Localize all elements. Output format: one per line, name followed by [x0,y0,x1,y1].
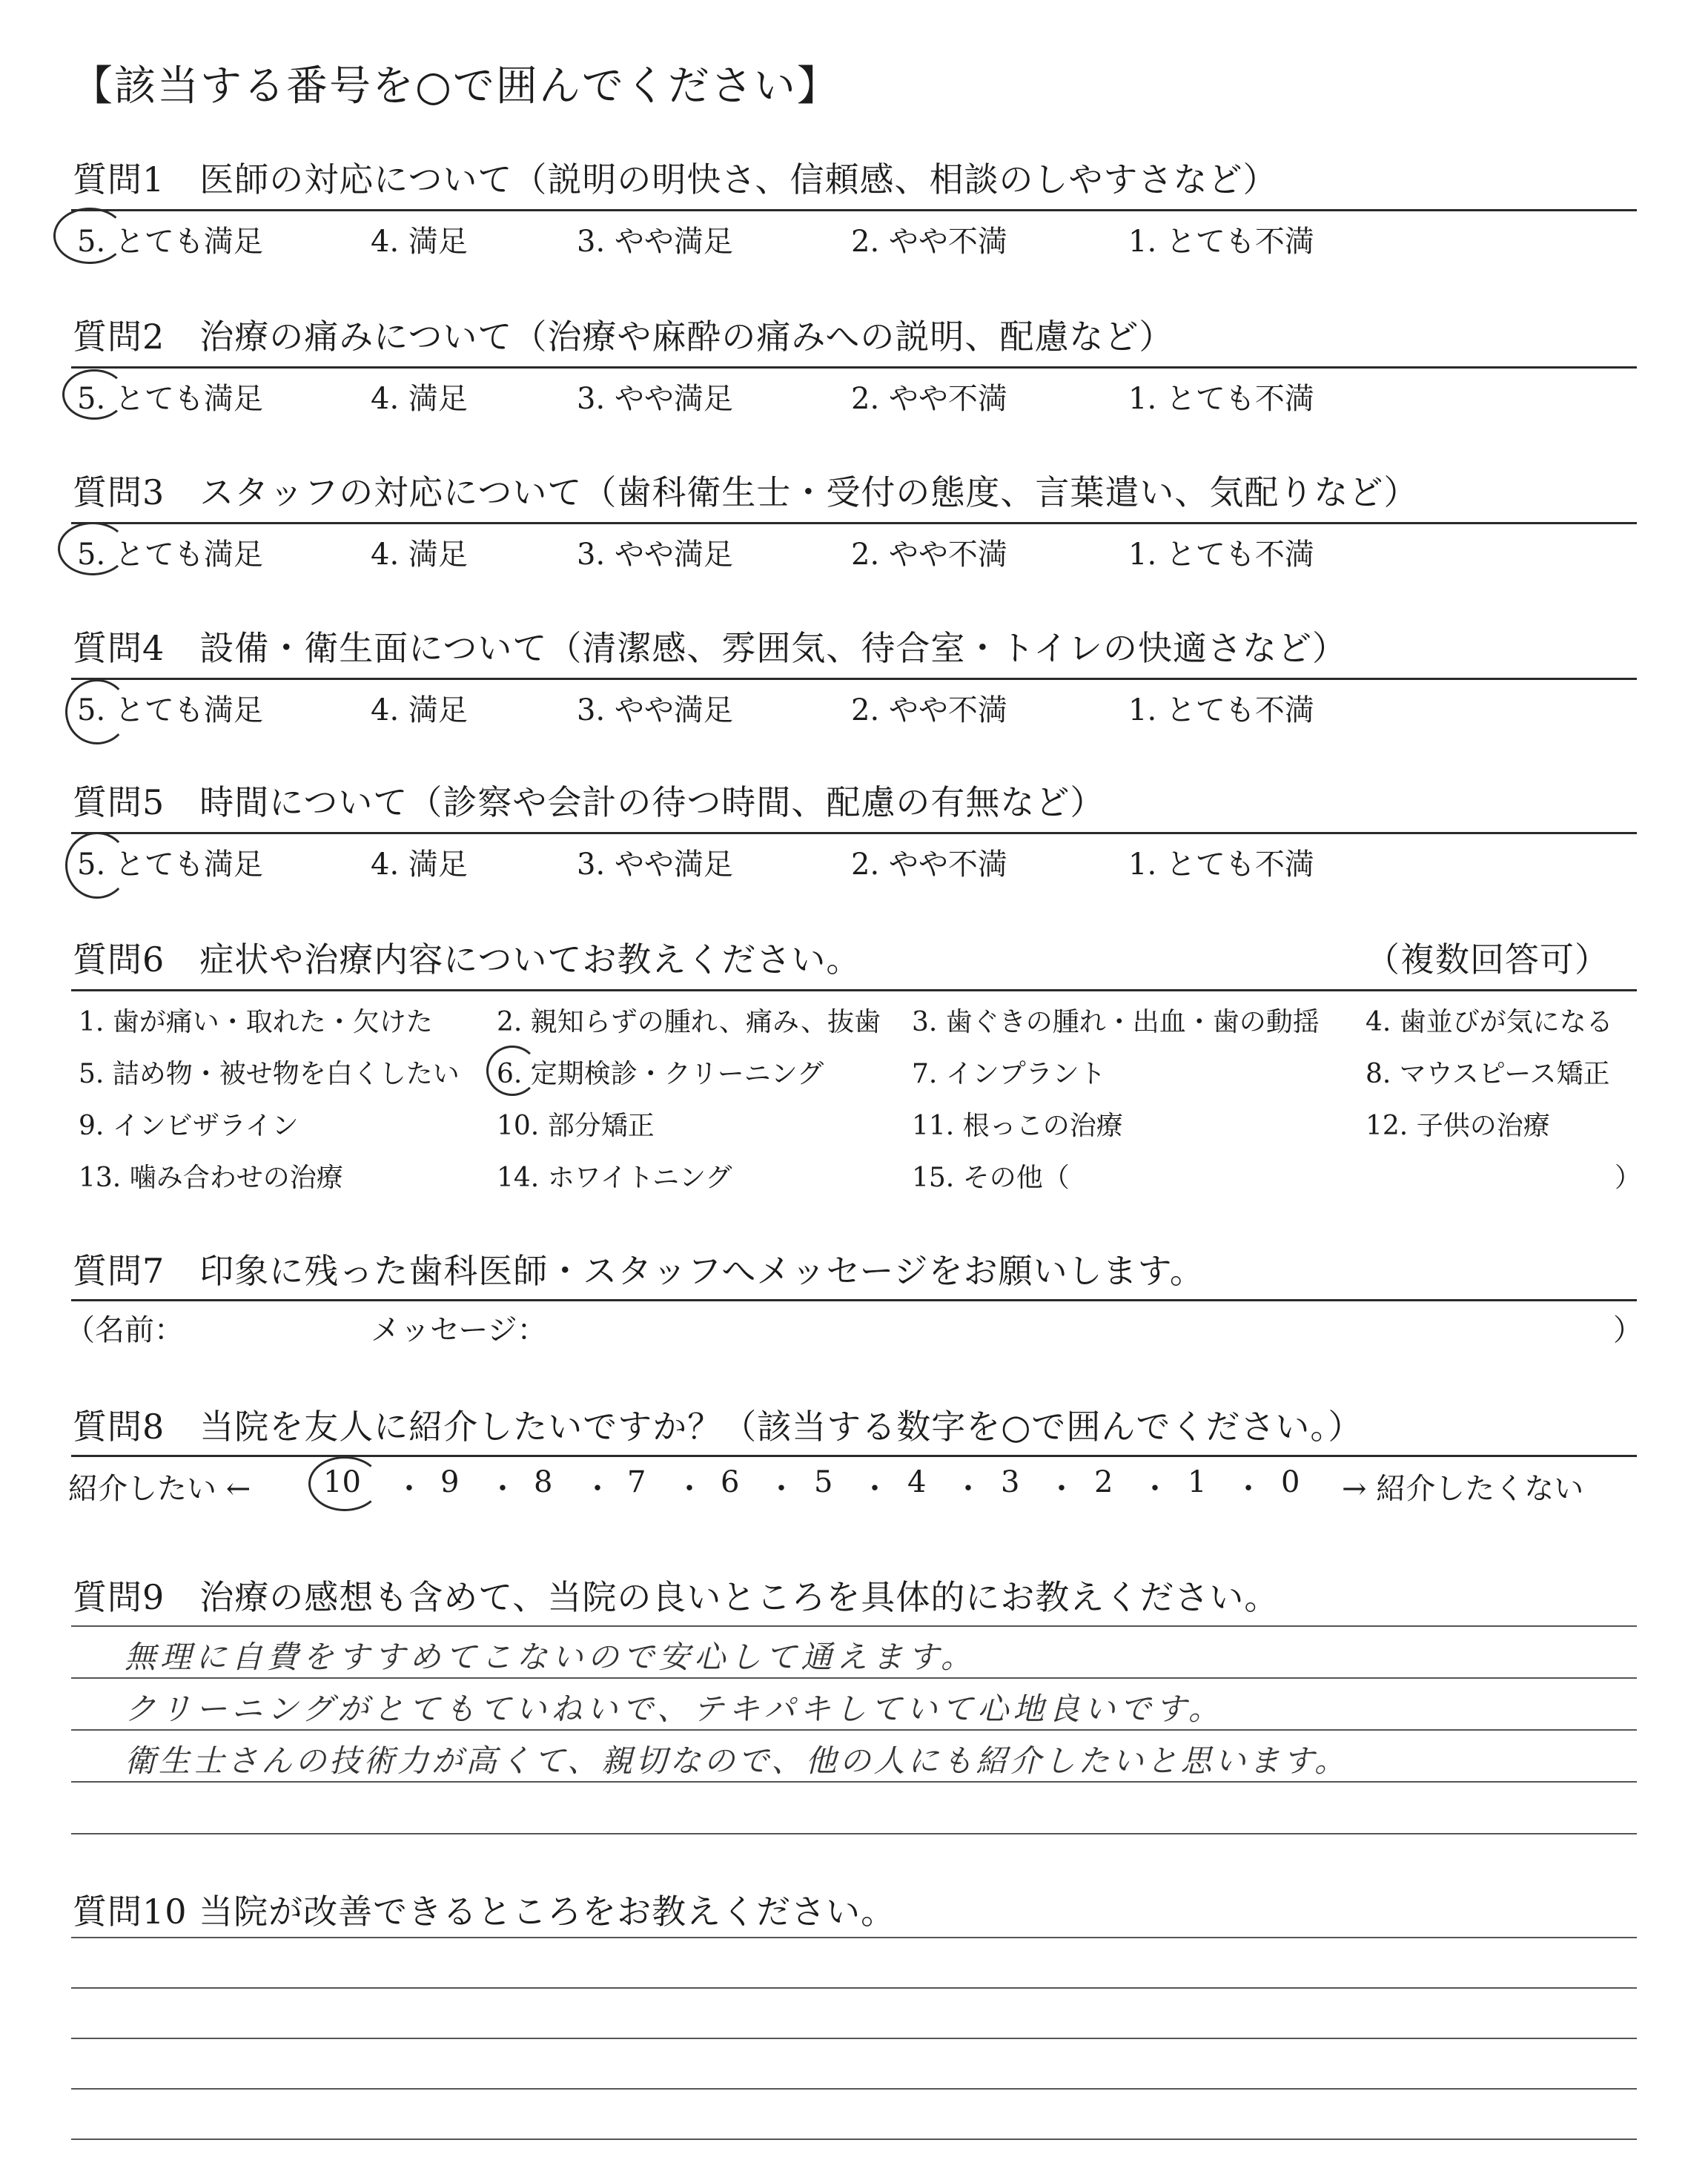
q8-dot: ・ [767,1472,796,1506]
q8-selection-circle [308,1456,381,1511]
q3-option-4[interactable]: 4. 満足 [371,538,468,572]
q10-line [71,2138,1637,2140]
q6-item-10[interactable]: 10. 部分矯正 [497,1111,655,1141]
q1-rule [71,209,1637,211]
q5-option-1[interactable]: 1. とても不満 [1128,848,1314,882]
q5-option-4[interactable]: 4. 満足 [371,848,468,882]
q1-option-5[interactable]: 5. とても満足 [77,225,263,259]
q7-message-label: メッセージ： [371,1313,547,1347]
q2-option-4[interactable]: 4. 満足 [371,382,468,416]
q8-scale-9[interactable]: 9 [440,1465,460,1499]
q8-dot: ・ [953,1472,983,1506]
q8-dot: ・ [860,1472,890,1506]
q7-rule [71,1299,1637,1301]
q6-item-5[interactable]: 5. 詰め物・被せ物を白くしたい [79,1059,460,1089]
q10-line [71,2088,1637,2090]
q5-selection-circle [65,832,129,899]
q8-dot: ・ [1047,1472,1076,1506]
q8-dot: ・ [394,1472,424,1506]
q3-option-5[interactable]: 5. とても満足 [77,538,263,572]
q2-option-5[interactable]: 5. とても満足 [77,382,263,416]
q6-item-3[interactable]: 3. 歯ぐきの腫れ・出血・歯の動揺 [912,1007,1320,1037]
q9-answer-line: 衛生士さんの技術力が高くて、親切なので、他の人にも紹介したいと思います。 [125,1743,1348,1779]
q7-close: ） [1613,1313,1643,1347]
q6-item-1[interactable]: 1. 歯が痛い・取れた・欠けた [79,1007,433,1037]
q3-rule [71,522,1637,524]
q6-item-14[interactable]: 14. ホワイトニング [497,1163,732,1193]
q4-option-2[interactable]: 2. やや不満 [851,693,1007,727]
q6-item-12[interactable]: 12. 子供の治療 [1366,1111,1550,1141]
q1-option-2[interactable]: 2. やや不満 [851,225,1007,259]
q9-line [71,1729,1637,1731]
q5-title: 質問5 時間について（診察や会計の待つ時間、配慮の有無など） [73,782,1105,822]
q8-scale-6[interactable]: 6 [721,1465,740,1499]
q4-option-4[interactable]: 4. 満足 [371,693,468,727]
q8-dot: ・ [1234,1472,1263,1506]
q6-item-8[interactable]: 8. マウスピース矯正 [1366,1059,1610,1089]
q8-scale-5[interactable]: 5 [814,1465,833,1499]
q8-scale-10[interactable]: 10 [323,1465,361,1499]
q8-dot: ・ [675,1472,704,1506]
q4-option-5[interactable]: 5. とても満足 [77,693,263,727]
q2-option-3[interactable]: 3. やや満足 [577,382,733,416]
q5-option-3[interactable]: 3. やや満足 [577,848,733,882]
q6-item-11[interactable]: 11. 根っこの治療 [912,1111,1123,1141]
page-heading: 【該当する番号を○で囲んでください】 [71,62,840,110]
q6-note: （複数回答可） [1366,939,1609,980]
q9-line [71,1833,1637,1834]
q3-selection-circle [58,522,128,575]
q6-item-6[interactable]: 6. 定期検診・クリーニング [497,1059,824,1089]
q4-title: 質問4 設備・衛生面について（清潔感、雰囲気、待合室・トイレの快適さなど） [73,628,1348,668]
q10-line [71,1987,1637,1989]
q8-scale-4[interactable]: 4 [907,1465,927,1499]
q2-title: 質問2 治療の痛みについて（治療や麻酔の痛みへの説明、配慮など） [73,317,1174,357]
q6-item-9[interactable]: 9. インビザライン [79,1111,299,1141]
q3-option-3[interactable]: 3. やや満足 [577,538,733,572]
q6-rule [71,989,1637,991]
q2-option-1[interactable]: 1. とても不満 [1128,382,1314,416]
q8-dot: ・ [583,1472,612,1506]
q9-line [71,1677,1637,1679]
q6-item-7[interactable]: 7. インプラント [912,1059,1106,1089]
q9-title: 質問9 治療の感想も含めて、当院の良いところを具体的にお教えください。 [73,1577,1280,1617]
q6-item-13[interactable]: 13. 噛み合わせの治療 [79,1163,343,1193]
q6-title: 質問6 症状や治療内容についてお教えください。 [73,939,861,980]
q5-rule [71,832,1637,834]
q8-rule [71,1455,1637,1457]
q7-name-label: （名前： [65,1313,184,1347]
q8-title: 質問8 当院を友人に紹介したいですか？（該当する数字を○で囲んでください。） [73,1407,1363,1447]
q3-title: 質問3 スタッフの対応について（歯科衛生士・受付の態度、言葉遣い、気配りなど） [73,472,1419,512]
q2-selection-circle [62,369,126,420]
q8-scale-2[interactable]: 2 [1094,1465,1113,1499]
q8-dot: ・ [488,1472,517,1506]
q8-scale-3[interactable]: 3 [1001,1465,1020,1499]
q9-line [71,1781,1637,1783]
q4-selection-circle [65,679,129,744]
q4-option-3[interactable]: 3. やや満足 [577,693,733,727]
q2-option-2[interactable]: 2. やや不満 [851,382,1007,416]
q5-option-5[interactable]: 5. とても満足 [77,848,263,882]
q7-title: 質問7 印象に残った歯科医師・スタッフへメッセージをお願いします。 [73,1251,1205,1291]
q8-scale-7[interactable]: 7 [627,1465,646,1499]
q4-option-1[interactable]: 1. とても不満 [1128,693,1314,727]
q1-option-3[interactable]: 3. やや満足 [577,225,733,259]
q6-item-2[interactable]: 2. 親知らずの腫れ、痛み、抜歯 [497,1007,881,1037]
q1-option-4[interactable]: 4. 満足 [371,225,468,259]
q1-option-1[interactable]: 1. とても不満 [1128,225,1314,259]
q6-item-4[interactable]: 4. 歯並びが気になる [1366,1007,1613,1037]
q6-selection-circle [486,1046,538,1096]
q1-selection-circle [53,208,126,264]
q9-line [71,1625,1637,1627]
q4-rule [71,678,1637,680]
q8-scale-0[interactable]: 0 [1281,1465,1300,1499]
q8-dot: ・ [1140,1472,1170,1506]
q10-line [71,1937,1637,1938]
q1-title: 質問1 医師の対応について（説明の明快さ、信頼感、相談のしやすさなど） [73,159,1278,199]
q3-option-1[interactable]: 1. とても不満 [1128,538,1314,572]
q10-title: 質問10 当院が改善できるところをお教えください。 [73,1892,896,1932]
q8-scale-1[interactable]: 1 [1188,1465,1207,1499]
q8-right-label: → 紹介したくない [1342,1472,1584,1506]
q5-option-2[interactable]: 2. やや不満 [851,848,1007,882]
q10-line [71,2038,1637,2039]
q8-left-label: 紹介したい ← [68,1472,251,1506]
q9-answer-line: 無理に自費をすすめてこないので安心して通えます。 [125,1639,977,1675]
q2-rule [71,366,1637,369]
q6-other-close: ） [1615,1163,1642,1193]
q8-scale-8[interactable]: 8 [534,1465,553,1499]
q9-answer-line: クリーニングがとてもていねいで、テキパキしていて心地良いです。 [125,1691,1224,1727]
q3-option-2[interactable]: 2. やや不満 [851,538,1007,572]
q6-item-15[interactable]: 15. その他（ [912,1163,1070,1193]
